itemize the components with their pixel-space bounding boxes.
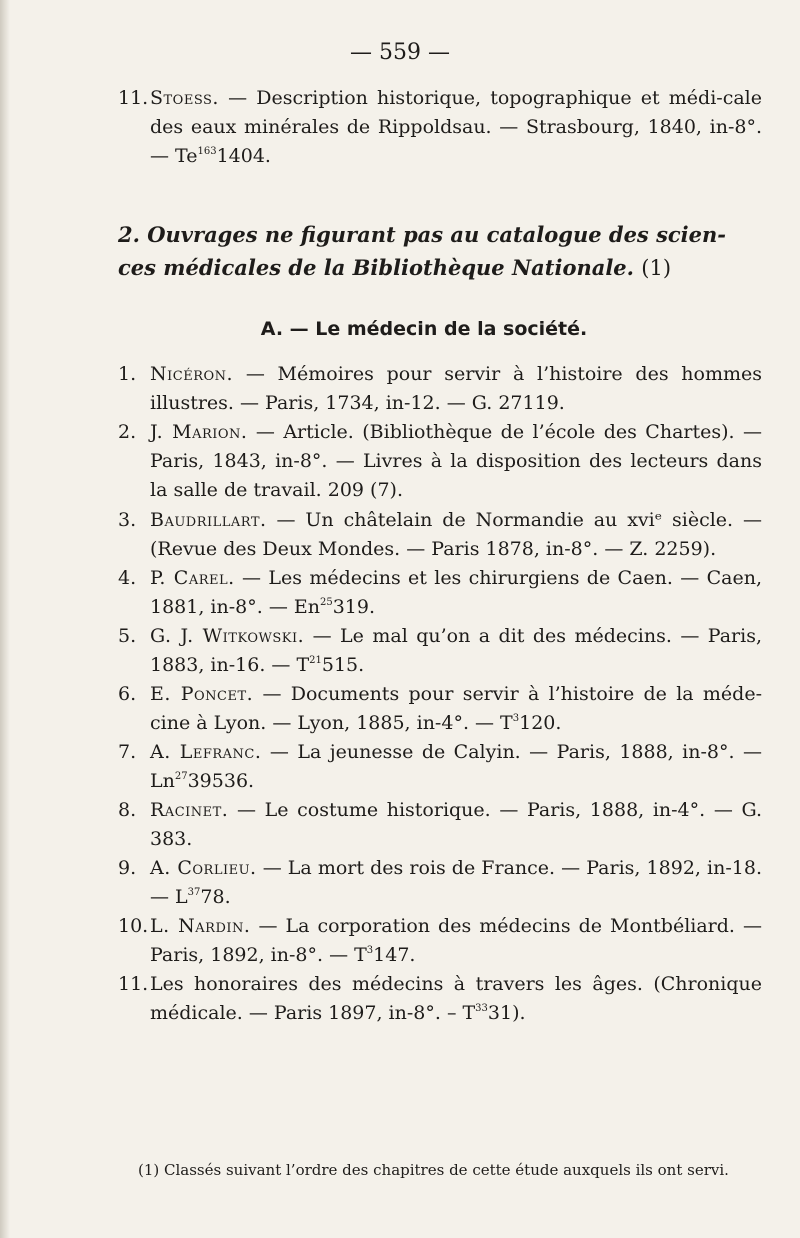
entry-text: — Les médecins et les chirurgiens de Caen. — Caen, 1881, in-8°. — En [150,567,762,618]
entry-number: 8. [118,799,137,821]
entry-number: 11. [118,973,149,995]
entry-text: — Article. (Bibliothèque de l’école des Chartes). — Paris, 1843, in-8°. — Livres à la disposition des lecteurs dans la salle de travail. 209 (7). [150,421,762,501]
bibliography-entry [118,360,762,418]
section-number: 2. [118,222,140,247]
bibliography-entry [118,738,762,796]
entry-author: A. Corlieu. [150,857,257,879]
bibliography-entry [118,418,762,505]
bibliography-entry [118,854,762,912]
entry-superscript: 33 [475,1003,488,1014]
entry-text: — Mémoires pour servir à l’histoire des hommes illustres. — Paris, 1734, in-12. — G. 27119. [150,363,763,414]
page-edge-shadow [0,0,10,1238]
entry-text: — La corporation des médecins de Montbéliard. — Paris, 1892, in-8°. — T [150,915,762,966]
entry-text: — La mort des rois de France. — Paris, 1892, in-18. — L [150,857,762,908]
bibliography-entry-top [118,84,762,171]
entry-number: 11. [118,87,149,109]
subheading: A. — Le médecin de la société. [260,318,588,340]
section-heading [118,218,730,285]
entry-superscript: 3 [512,713,520,724]
entry-author: P. Carel. [150,567,235,589]
entry-author: L. Nardin. [150,915,251,937]
entry-number: 7. [118,741,137,763]
entry-text: — Description historique, topographique et médi-cale des eaux minérales de Rippoldsau. — Strasbourg, 1840, in-8°. — Te [150,87,762,167]
entry-number: 2. [118,421,137,443]
bibliography-entry [118,680,762,738]
bibliography-entry [118,622,762,680]
entry-superscript: 25 [319,597,333,608]
entry-author: G. J. Witkowski. [150,625,305,647]
entry-number: 6. [118,683,137,705]
entry-author: E. Poncet. [150,683,254,705]
entry-superscript: 27 [174,771,188,782]
entry-text: Les honoraires des médecins à travers les âges. (Chronique médicale. — Paris 1897, in-8°. – T [150,973,762,1024]
entry-text: — Un châtelain de Normandie au xviᵉ siècle. — (Revue des Deux Mondes. — Paris 1878, in-8°. — Z. 2259). [150,509,762,560]
footnote: (1) Classés suivant l’ordre des chapitres de cette étude auxquels ils ont servi. [138,1161,729,1179]
entry-text: — Documents pour servir à l’histoire de la méde-cine à Lyon. — Lyon, 1885, in-4°. — T [150,683,762,734]
entry-tail: 31). [487,1002,526,1024]
entry-number: 10. [118,915,149,937]
entry-author: Stoess. [150,87,219,109]
entry-superscript: 37 [187,887,201,898]
entry-tail: 319. [332,596,376,618]
entry-number: 9. [118,857,137,879]
footnote-ref: (1) [641,256,672,280]
entry-tail: 78. [200,886,231,908]
entry-tail: 147. [373,944,416,966]
entry-number: 4. [118,567,137,589]
entry-number: 5. [118,625,137,647]
entry-author: Nicéron. [150,363,234,385]
entry-author: Baudrillart. [150,509,267,531]
bibliography-entry [118,796,762,854]
entry-superscript: 3 [366,945,374,956]
entry-tail: 515. [321,654,365,676]
entry-text: — La jeunesse de Calyin. — Paris, 1888, in-8°. — Ln [150,741,763,792]
entry-number: 1. [118,363,137,385]
entry-text: — Le mal qu’on a dit des médecins. — Paris, 1883, in-16. — T [150,625,763,676]
entry-tail: 1404. [216,145,271,167]
entry-tail: 39536. [187,770,255,792]
entry-author: Racinet. [150,799,229,821]
entry-superscript: 21 [309,655,322,666]
section-title: Ouvrages ne figurant pas au catalogue des scien-ces médicales de la Bibliothèque Nationale. [118,222,727,280]
bibliography-entry [118,970,762,1028]
bibliography-entry [118,506,762,564]
bibliography-entry [118,912,762,970]
entry-author: J. Marion. [150,421,248,443]
entry-author: A. Lefranc. [150,741,262,763]
page-number: — 559 — [350,40,450,65]
bibliography-entry [118,564,762,622]
entry-tail: 120. [519,712,562,734]
entry-text: — Le costume historique. — Paris, 1888, in-4°. — G. 383. [150,799,762,850]
entry-number: 3. [118,509,137,531]
entry-superscript: 163 [197,146,217,157]
